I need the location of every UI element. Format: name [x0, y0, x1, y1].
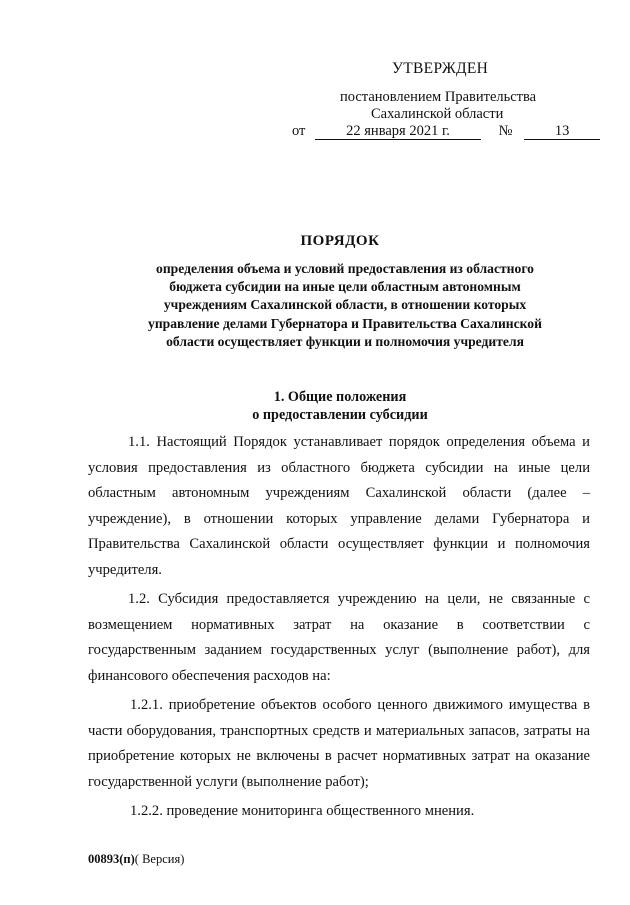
approval-date-line: [292, 123, 600, 140]
document-title: ПОРЯДОК: [300, 233, 380, 249]
approved-region-line: Сахалинской области: [371, 106, 504, 122]
section-heading: [190, 388, 490, 424]
approved-heading: УТВЕРЖДЕН: [392, 60, 489, 77]
approved-by-line: постановлением Правительства: [340, 89, 537, 105]
document-footer: [88, 852, 184, 867]
approval-number: 13: [524, 124, 600, 140]
document-code: 00893(п): [88, 852, 135, 866]
date-prefix: от: [292, 123, 306, 139]
section-heading-line1: 1. Общие положения: [273, 389, 407, 405]
document-subtitle: определения объема и условий предоставления из областного бюджета субсидии на иные цели областным автономным учреждениям Сахалинской области, в отношении которых управление делами Губернатора и Правительства Сахалинской области осуществляет функции и полномочия учредителя: [148, 261, 542, 349]
number-label: №: [498, 123, 513, 139]
paragraph-1-2-2: 1.2.2. проведение мониторинга общественного мнения.: [130, 803, 475, 819]
document-version: ( Версия): [134, 852, 185, 866]
paragraph-1-2-1: 1.2.1. приобретение объектов особого ценного движимого имущества в части оборудования, транспортных средств и материальных запасов, затраты на приобретение которых не включены в расчет нормативных затрат на оказание государственной услуги (выполнение работ);: [88, 697, 590, 790]
section-heading-line2: о предоставлении субсидии: [252, 407, 428, 423]
approval-date: 22 января 2021 г.: [315, 124, 481, 140]
paragraph-1-1: 1.1. Настоящий Порядок устанавливает порядок определения объема и условия предоставления из областного бюджета субсидии на иные цели областным автономным учреждениям Сахалинской области (далее – учреждение), в отношении которых управление делами Губернатора и Правительства Сахалинской области осуществляет функции и полномочия учредителя.: [88, 434, 590, 578]
document-body: [88, 430, 590, 829]
paragraph-1-2: 1.2. Субсидия предоставляется учреждению на цели, не связанные с возмещением нормативных затрат на оказание в соответствии с государственным заданием государственных услуг (выполнение работ), для финансового обеспечения расходов на:: [88, 591, 590, 684]
